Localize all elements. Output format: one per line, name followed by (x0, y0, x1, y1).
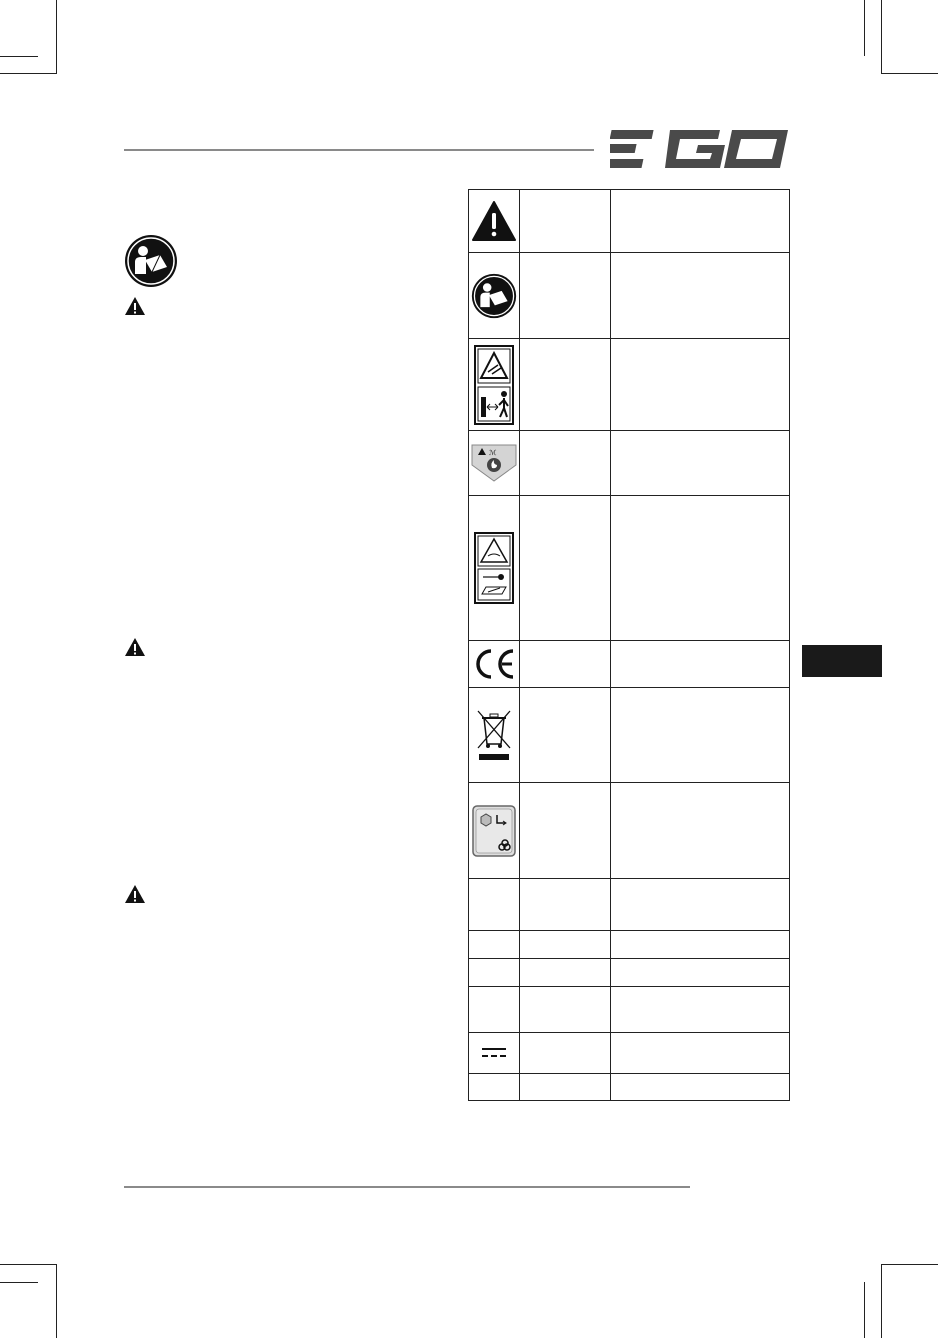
svg-text:ℳ: ℳ (489, 450, 497, 457)
footer-rule (124, 1186, 690, 1188)
hot-surface-burn-icon (470, 443, 518, 483)
table-row (469, 879, 789, 931)
crop-mark (56, 0, 57, 74)
read-manual-icon (124, 234, 178, 288)
crop-mark (0, 56, 38, 57)
read-manual-icon (471, 273, 517, 319)
crop-mark (881, 0, 882, 74)
warning-icon (124, 884, 146, 904)
table-row (469, 1033, 789, 1074)
header-rule (124, 149, 594, 151)
warning-icon (124, 637, 146, 657)
table-row (469, 641, 789, 688)
section-tab (802, 645, 882, 677)
weee-crossed-bin-icon (475, 708, 513, 762)
crop-mark (0, 1264, 57, 1265)
table-row (469, 190, 789, 253)
table-row (469, 431, 789, 496)
crop-mark (881, 1264, 882, 1338)
table-row (469, 987, 789, 1033)
warning-icon (124, 296, 146, 316)
ce-mark-icon (471, 648, 517, 680)
table-row (469, 339, 789, 431)
table-row (469, 783, 789, 879)
crop-mark (881, 73, 938, 74)
crop-mark (0, 73, 57, 74)
crop-mark (881, 1264, 938, 1265)
warning-triangle-icon (471, 200, 517, 242)
crop-mark (864, 0, 865, 56)
table-row (469, 253, 789, 339)
ego-logo (610, 128, 790, 170)
thrown-objects-keep-distance-icon (474, 345, 514, 425)
table-row (469, 931, 789, 959)
symbols-table (468, 189, 790, 1101)
table-row (469, 1074, 789, 1100)
crop-mark (56, 1264, 57, 1338)
crop-mark (864, 1282, 865, 1338)
table-row (469, 959, 789, 987)
table-row (469, 496, 789, 641)
packaging-recycle-icon (472, 805, 516, 857)
table-row (469, 688, 789, 783)
direct-current-icon (481, 1047, 507, 1059)
blade-remove-key-icon (474, 532, 514, 604)
crop-mark (0, 1282, 38, 1283)
